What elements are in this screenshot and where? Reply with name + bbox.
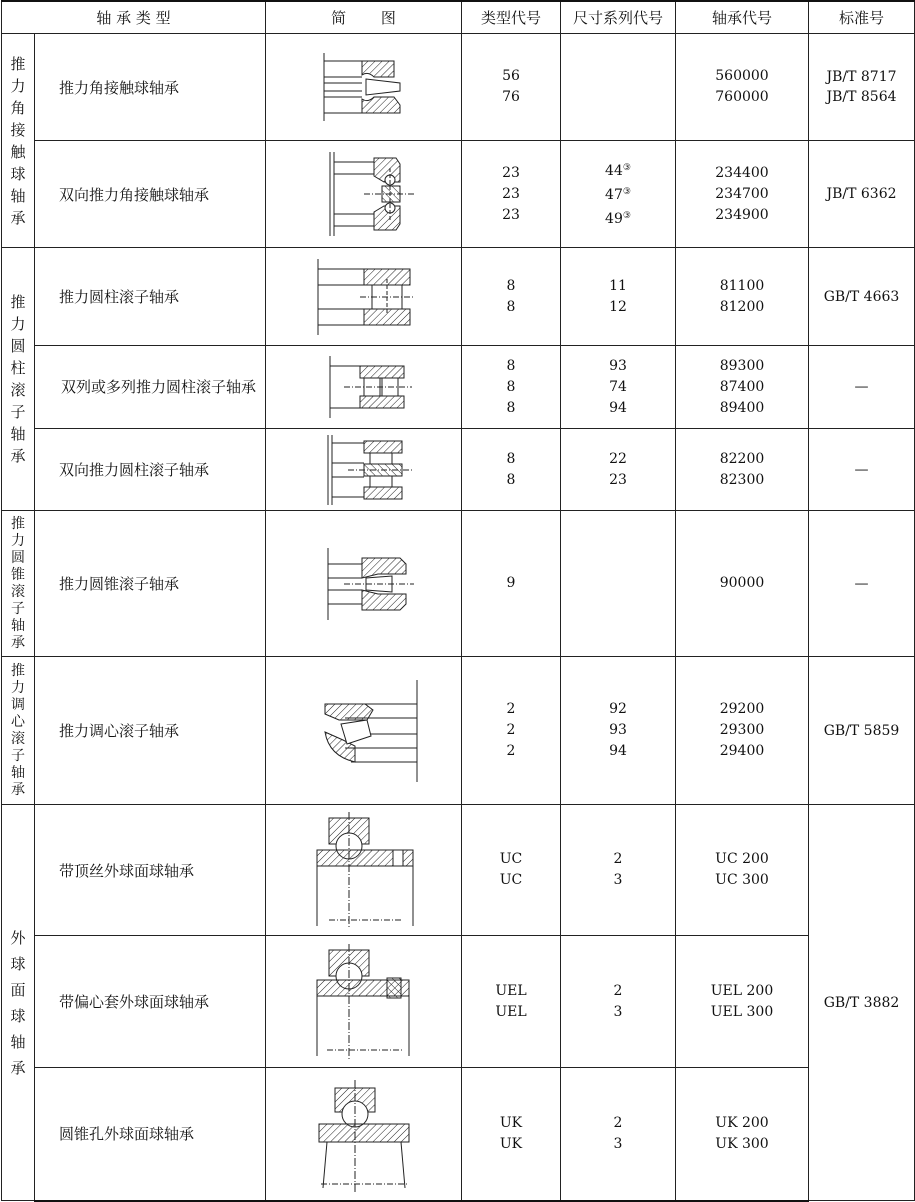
footnote-marker: ③: [622, 163, 631, 173]
bearing-name: 双向推力圆柱滚子轴承: [35, 429, 266, 511]
type-codes: [462, 936, 561, 1068]
group-label: [2, 657, 35, 805]
group-label-char: 推: [11, 515, 25, 532]
size-codes: [561, 248, 676, 346]
standards: [809, 657, 915, 805]
group-label-char: 球: [10, 954, 26, 973]
group-label: [2, 511, 35, 657]
size-code-value: 93: [609, 357, 627, 374]
type-code-value: 8: [506, 357, 516, 374]
bearing-name: 推力角接触球轴承: [35, 34, 266, 141]
bearing-code-value: UEL 200: [710, 982, 774, 999]
standard-value: —: [854, 461, 869, 478]
diagram-thrust-tapered-roller: [266, 511, 462, 657]
group-label-char: 轴: [10, 1032, 26, 1051]
group-label-char: 轴: [10, 186, 26, 205]
group-label-char: 轴: [10, 425, 26, 443]
bearing-codes: [676, 34, 809, 141]
standard-value: GB/T 5859: [823, 722, 900, 739]
size-codes: [561, 429, 676, 511]
bearing-codes: [676, 429, 809, 511]
bearing-code-value: 29400: [719, 743, 765, 759]
diagram-thrust-spherical-roller: [266, 657, 462, 805]
group-label-char: 柱: [10, 359, 26, 377]
type-codes: [462, 346, 561, 429]
type-codes: [462, 248, 561, 346]
bearing-code-value: 29200: [719, 701, 765, 717]
bearing-name: 双列或多列推力圆柱滚子轴承: [35, 346, 266, 429]
size-code-value: 11: [609, 277, 627, 294]
group-label-char: 轴: [11, 617, 25, 634]
header-row: [2, 1, 915, 34]
bearing-codes: [676, 657, 809, 805]
bearing-code-value: UC 300: [715, 872, 769, 888]
bearing-name: 圆锥孔外球面球轴承: [35, 1068, 266, 1201]
bearing-code-value: 87400: [719, 378, 765, 395]
type-codes: [462, 141, 561, 248]
standard-value: —: [854, 575, 869, 592]
header-type-code: 类型代号: [462, 1, 561, 34]
bearing-codes: [676, 248, 809, 346]
size-code-value: 2: [613, 1114, 623, 1131]
group-label-char: 力: [10, 315, 26, 333]
group-label-char: 承: [10, 1058, 26, 1077]
bearing-code-value: 234400: [715, 164, 769, 181]
standards: [809, 34, 915, 141]
standards: [809, 805, 915, 1201]
standard-value: —: [854, 379, 869, 395]
group-label-char: 圆: [10, 337, 26, 355]
footnote-marker: ③: [622, 211, 631, 221]
group-label-char: 力: [11, 532, 25, 549]
bearing-code-value: 234700: [715, 185, 769, 202]
bearing-code-value: 760000: [715, 89, 769, 105]
diagram-double-direction-angular-contact: [266, 141, 462, 248]
standard-value: JB/T 6362: [826, 186, 897, 202]
standards: [809, 511, 915, 657]
size-code-value: 23: [609, 471, 627, 488]
bearing-code-value: 81200: [719, 298, 765, 315]
bearing-name: 带偏心套外球面球轴承: [35, 936, 266, 1068]
size-code-value: 2: [613, 982, 623, 999]
type-code-value: 2: [506, 701, 516, 717]
type-code-value: 2: [506, 743, 516, 759]
standard-value: JB/T 8564: [826, 89, 897, 105]
diagram-multi-row-thrust-cylindrical-roller: [266, 346, 462, 429]
bearing-name: 推力圆锥滚子轴承: [35, 511, 266, 657]
size-code-value: 3: [613, 1003, 623, 1020]
diagram-insert-bearing-set-screw: [266, 805, 462, 936]
table-row: [2, 429, 915, 511]
type-code-value: 8: [506, 450, 516, 467]
group-label-char: 推: [10, 293, 26, 311]
group-label-char: 锥: [11, 566, 25, 583]
size-code-value: 94: [609, 743, 627, 759]
size-codes: [561, 511, 676, 657]
standards: [809, 141, 915, 248]
bearing-code-value: 560000: [715, 68, 769, 84]
bearing-code-value: 89300: [719, 357, 765, 374]
group-label-char: 圆: [11, 549, 25, 566]
type-code-value: UC: [499, 872, 523, 888]
table-row: [2, 346, 915, 429]
bearing-type-table: [1, 0, 915, 1202]
table-row: [2, 511, 915, 657]
type-code-value: 8: [506, 471, 516, 488]
bearing-code-value: 234900: [715, 206, 769, 223]
group-label: [2, 248, 35, 511]
table-row: [2, 805, 915, 936]
size-codes: [561, 34, 676, 141]
group-label: [2, 34, 35, 248]
type-codes: [462, 429, 561, 511]
group-label-char: 承: [10, 208, 26, 227]
diagram-insert-bearing-eccentric-collar: [266, 936, 462, 1068]
table-row: [2, 1068, 915, 1201]
bearing-codes: [676, 1068, 809, 1201]
size-code-value: 44③: [605, 163, 631, 179]
type-code-value: UEL: [495, 982, 527, 999]
group-label-char: 调: [11, 696, 25, 713]
type-code-value: UK: [499, 1114, 523, 1131]
table-row: [2, 248, 915, 346]
group-label-char: 心: [11, 713, 25, 730]
bearing-name: 双向推力角接触球轴承: [35, 141, 266, 248]
group-label-char: 轴: [11, 764, 25, 781]
standard-value: JB/T 8717: [826, 69, 897, 85]
type-code-value: 23: [502, 164, 520, 181]
bearing-code-value: 82200: [719, 450, 765, 467]
size-code-value: 93: [609, 722, 627, 738]
size-code-value: 2: [613, 851, 623, 867]
type-code-value: 23: [502, 206, 520, 223]
bearing-codes: [676, 511, 809, 657]
standards: [809, 248, 915, 346]
bearing-code-value: 89400: [719, 399, 765, 416]
standards: [809, 346, 915, 429]
size-code-value: 3: [613, 1135, 623, 1152]
diagram-insert-bearing-tapered-bore: [266, 1068, 462, 1201]
bearing-code-value: UK 200: [715, 1114, 769, 1131]
table-row: [2, 657, 915, 805]
footnote-marker: ③: [622, 187, 631, 197]
group-label-char: 球: [10, 164, 26, 183]
group-label: [2, 805, 35, 1201]
group-label-char: 承: [11, 781, 25, 798]
size-code-value: 74: [609, 378, 627, 395]
group-label-char: 球: [10, 1006, 26, 1025]
size-code-value: 47③: [605, 187, 631, 203]
type-code-value: 2: [506, 722, 516, 738]
header-standard: 标准号: [809, 1, 915, 34]
type-code-value: 76: [502, 89, 520, 105]
type-code-value: 9: [506, 575, 516, 591]
size-code-value: 92: [609, 701, 627, 717]
type-code-value: UC: [499, 851, 523, 867]
group-label-char: 外: [10, 928, 26, 947]
group-label-char: 角: [10, 98, 26, 117]
group-label-char: 力: [10, 76, 26, 95]
bearing-name: 推力调心滚子轴承: [35, 657, 266, 805]
bearing-name: 带顶丝外球面球轴承: [35, 805, 266, 936]
group-label-char: 力: [11, 679, 25, 696]
type-code-value: 8: [506, 277, 516, 294]
bearing-codes: [676, 936, 809, 1068]
group-label-char: 推: [11, 662, 25, 679]
type-code-value: UK: [499, 1135, 523, 1152]
size-codes: [561, 657, 676, 805]
table-row: [2, 34, 915, 141]
group-label-char: 子: [11, 747, 25, 764]
table-row: [2, 936, 915, 1068]
bearing-code-value: UEL 300: [710, 1003, 774, 1020]
group-label-char: 滚: [10, 381, 26, 399]
bearing-codes: [676, 805, 809, 936]
table-row: [2, 141, 915, 248]
type-codes: [462, 657, 561, 805]
bearing-codes: [676, 346, 809, 429]
header-diagram: 简 图: [266, 1, 462, 34]
type-codes: [462, 805, 561, 936]
header-bearing-code: 轴承代号: [676, 1, 809, 34]
group-label-char: 滚: [11, 583, 25, 600]
group-label-char: 面: [10, 980, 26, 999]
size-code-value: 12: [609, 298, 627, 315]
group-label-char: 触: [10, 142, 26, 161]
header-bearing-type: 轴 承 类 型: [2, 1, 266, 34]
diagram-double-direction-thrust-cylindrical-roller: [266, 429, 462, 511]
diagram-thrust-angular-contact: [266, 34, 462, 141]
size-codes: [561, 805, 676, 936]
header-size-code: 尺寸系列代号: [561, 1, 676, 34]
type-codes: [462, 1068, 561, 1201]
group-label-char: 承: [11, 634, 25, 651]
bearing-codes: [676, 141, 809, 248]
group-label-char: 推: [10, 54, 26, 73]
size-codes: [561, 346, 676, 429]
bearing-code-value: 29300: [719, 722, 765, 738]
standards: [809, 429, 915, 511]
type-code-value: 23: [502, 185, 520, 202]
group-label-char: 滚: [11, 730, 25, 747]
standard-value: GB/T 4663: [823, 288, 900, 305]
size-code-value: 22: [609, 450, 627, 467]
bearing-code-value: UK 300: [715, 1135, 769, 1152]
size-codes: [561, 1068, 676, 1201]
type-code-value: 8: [506, 298, 516, 315]
bearing-code-value: 82300: [719, 471, 765, 488]
group-label-char: 子: [11, 600, 25, 617]
bearing-code-value: 90000: [719, 575, 765, 591]
diagram-thrust-cylindrical-roller: [266, 248, 462, 346]
size-code-value: 49③: [605, 211, 631, 227]
type-codes: [462, 511, 561, 657]
size-code-value: 3: [613, 872, 623, 888]
standard-value: GB/T 3882: [823, 994, 900, 1011]
group-label-char: 承: [10, 447, 26, 465]
type-code-value: UEL: [495, 1003, 527, 1020]
bearing-code-value: UC 200: [715, 851, 769, 867]
type-codes: [462, 34, 561, 141]
type-code-value: 8: [506, 378, 516, 395]
size-code-value: 94: [609, 399, 627, 416]
size-codes: [561, 936, 676, 1068]
bearing-name: 推力圆柱滚子轴承: [35, 248, 266, 346]
bearing-code-value: 81100: [719, 277, 765, 294]
size-codes: [561, 141, 676, 248]
type-code-value: 8: [506, 399, 516, 416]
type-code-value: 56: [502, 68, 520, 84]
group-label-char: 子: [10, 403, 26, 421]
group-label-char: 接: [10, 120, 26, 139]
